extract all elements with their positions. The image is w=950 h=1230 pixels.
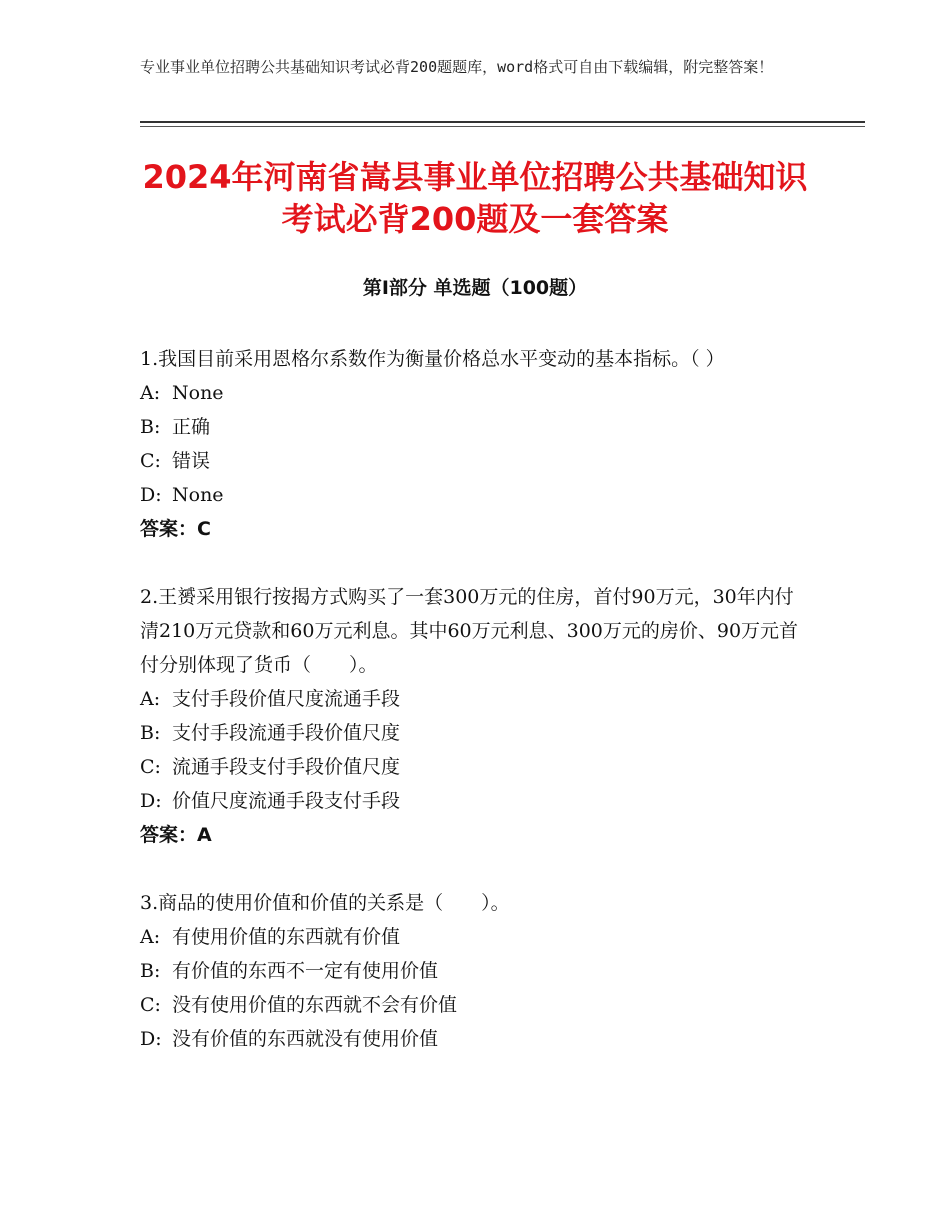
- option-text: 价值尺度流通手段支付手段: [172, 790, 401, 812]
- option-letter: A:: [140, 688, 161, 710]
- question-3: [140, 886, 808, 1056]
- header-divider: [140, 121, 865, 123]
- option-d: [140, 784, 808, 818]
- option-letter: C:: [140, 450, 161, 472]
- answer-line: 答案：C: [140, 518, 211, 540]
- question-stem: 2.王赟采用银行按揭方式购买了一套300万元的住房，首付90万元，30年内付清210万元贷款和60万元利息。其中60万元利息、300万元的房价、90万元首付分别体现了货币（ ）。: [140, 586, 799, 676]
- option-text: 支付手段流通手段价值尺度: [172, 722, 401, 744]
- option-letter: A:: [140, 926, 161, 948]
- option-text: 没有使用价值的东西就不会有价值: [172, 994, 458, 1016]
- option-letter: C:: [140, 756, 161, 778]
- option-text: 有使用价值的东西就有价值: [172, 926, 401, 948]
- option-b: [140, 410, 808, 444]
- option-text: 错误: [172, 450, 211, 472]
- option-text: None: [172, 382, 224, 404]
- option-c: [140, 750, 808, 784]
- option-letter: A:: [140, 382, 161, 404]
- header-note: 专业事业单位招聘公共基础知识考试必背200题题库，word格式可自由下载编辑，附完整答案！: [140, 58, 774, 76]
- option-letter: D:: [140, 484, 162, 506]
- option-text: 正确: [172, 416, 211, 438]
- question-1: [140, 342, 808, 546]
- document-title: 2024年河南省嵩县事业单位招聘公共基础知识考试必背200题及一套答案: [142, 158, 808, 238]
- option-letter: B:: [140, 960, 161, 982]
- option-letter: D:: [140, 790, 162, 812]
- option-text: 流通手段支付手段价值尺度: [172, 756, 401, 778]
- question-list: [140, 342, 808, 1090]
- section-heading: 第Ⅰ部分 单选题（100题）: [362, 277, 588, 299]
- option-a: [140, 376, 808, 410]
- question-stem: 1.我国目前采用恩格尔系数作为衡量价格总水平变动的基本指标。（ ）: [140, 348, 725, 370]
- option-c: [140, 988, 808, 1022]
- option-text: 没有价值的东西就没有使用价值: [172, 1028, 439, 1050]
- option-letter: B:: [140, 416, 161, 438]
- option-b: [140, 954, 808, 988]
- option-c: [140, 444, 808, 478]
- option-text: None: [172, 484, 224, 506]
- option-d: [140, 1022, 808, 1056]
- option-letter: D:: [140, 1028, 162, 1050]
- option-a: [140, 682, 808, 716]
- option-a: [140, 920, 808, 954]
- option-text: 支付手段价值尺度流通手段: [172, 688, 401, 710]
- option-b: [140, 716, 808, 750]
- option-letter: C:: [140, 994, 161, 1016]
- header-divider-thin: [140, 126, 865, 127]
- answer-line: 答案：A: [140, 824, 212, 846]
- question-stem: 3.商品的使用价值和价值的关系是（ ）。: [140, 892, 510, 914]
- option-text: 有价值的东西不一定有使用价值: [172, 960, 439, 982]
- option-letter: B:: [140, 722, 161, 744]
- question-2: [140, 580, 808, 852]
- option-d: [140, 478, 808, 512]
